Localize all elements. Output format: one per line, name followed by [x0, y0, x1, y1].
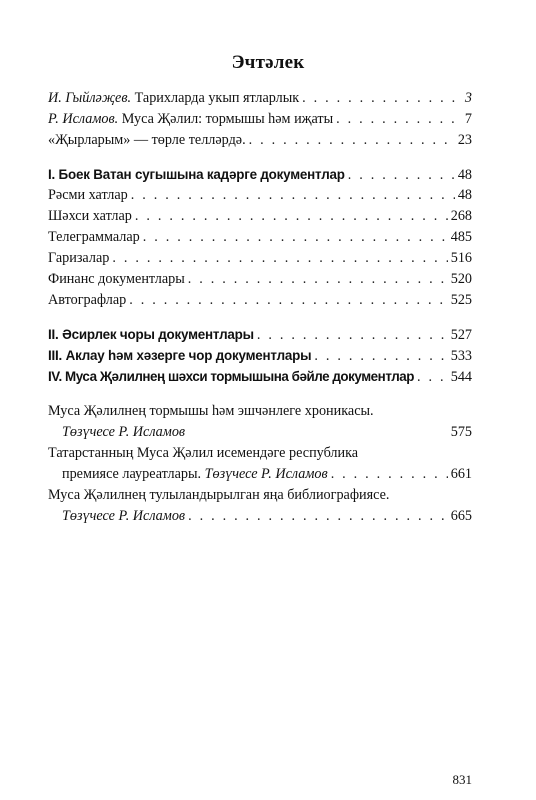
toc-entry-page: 3: [464, 90, 472, 106]
toc-entry-title: Татарстанның Муса Җәлил исемендәге республика: [48, 445, 359, 461]
toc-entry-page: 527: [450, 327, 472, 343]
dot-leader: [417, 367, 448, 388]
toc-entry-title: Муса Җәлилнең тормышы һәм эшчәнлеге хроникасы.: [48, 403, 374, 419]
toc-section-heading: [48, 164, 472, 185]
toc-section-heading: [48, 366, 472, 387]
toc-entry-page: 525: [450, 292, 472, 308]
dot-leader: [302, 88, 462, 109]
toc-entry-page: 7: [464, 111, 472, 127]
toc-entry-title: III. Аклау һәм хәзерге чор документлары: [48, 348, 312, 363]
dot-leader: [135, 206, 448, 227]
toc-entry-title: Гаризалар: [48, 250, 110, 266]
dot-leader: [314, 346, 447, 367]
toc-entry: [48, 109, 472, 130]
page-number: 831: [452, 772, 472, 787]
toc-entry: [48, 248, 472, 269]
toc-entry: [48, 130, 472, 151]
toc-entry-page: 48: [457, 187, 472, 203]
table-of-contents: [48, 88, 472, 527]
dot-leader: [336, 109, 462, 130]
toc-entry-page: 665: [450, 508, 472, 524]
page-title: Эчтәлек: [231, 52, 305, 73]
toc-entry-page: 268: [450, 208, 472, 224]
toc-entry-title: II. Әсирлек чоры документлары: [48, 327, 254, 342]
toc-entry: [48, 290, 472, 311]
toc-entry: [48, 88, 472, 109]
dot-leader: [131, 185, 455, 206]
dot-leader: [348, 165, 455, 186]
toc-entry-title: Финанс документлары: [48, 271, 185, 287]
toc-entry-page: 544: [450, 369, 472, 385]
toc-entry: [48, 464, 472, 485]
toc-entry: [48, 185, 472, 206]
dot-leader: [331, 464, 448, 485]
dot-leader: [188, 269, 448, 290]
dot-leader: [249, 130, 455, 151]
toc-entry-page: 661: [450, 466, 472, 482]
toc-entry: [48, 269, 472, 290]
toc-entry-title: IV. Муса Җәлилнең шәхси тормышына бәйле документлар: [48, 369, 415, 384]
toc-entry: [48, 506, 472, 527]
dot-leader: [143, 227, 448, 248]
toc-entry: [48, 206, 472, 227]
toc-entry-title: Шәхси хатлар: [48, 208, 132, 224]
toc-entry-title: премиясе лауреатлары.: [62, 466, 202, 482]
toc-entry: [48, 422, 472, 443]
toc-entry-title: «Җырларым» — төрле телләрдә.: [48, 132, 246, 148]
toc-entry-title: Муса Җәлилнең тулыландырылган яңа библиографиясе.: [48, 487, 390, 503]
toc-entry-title: Муса Җәлил: тормышы һәм иҗаты: [118, 111, 334, 127]
dot-leader: [129, 290, 448, 311]
toc-entry-author: Р. Исламов.: [48, 111, 119, 127]
toc-entry-page: 516: [450, 250, 472, 266]
toc-entry-page: 23: [457, 132, 472, 148]
dot-leader: [257, 325, 448, 346]
toc-entry-page: 533: [450, 348, 472, 364]
toc-entry-title: Телеграммалар: [48, 229, 140, 245]
toc-entry-page: 575: [450, 424, 472, 440]
toc-entry: [48, 227, 472, 248]
dot-leader: [112, 248, 447, 269]
toc-entry-page: 485: [450, 229, 472, 245]
toc-entry-title: Автографлар: [48, 292, 127, 308]
toc-entry-page: 520: [450, 271, 472, 287]
toc-entry-title: Тарихларда укып ятларлык: [131, 90, 300, 106]
toc-entry-author: И. Гыйләҗев.: [48, 90, 132, 106]
toc-entry-author: Төзүчесе Р. Исламов: [204, 466, 328, 482]
dot-leader: [188, 506, 448, 527]
toc-entry-title: Рәсми хатлар: [48, 187, 128, 203]
toc-section-heading: [48, 324, 472, 345]
toc-section-heading: [48, 345, 472, 366]
toc-entry-title: I. Боек Ватан сугышына кадәрге документлар: [48, 167, 345, 182]
toc-entry-author: Төзүчесе Р. Исламов: [62, 424, 186, 440]
toc-entry-page: 48: [457, 167, 472, 183]
toc-entry-author: Төзүчесе Р. Исламов: [62, 508, 186, 524]
